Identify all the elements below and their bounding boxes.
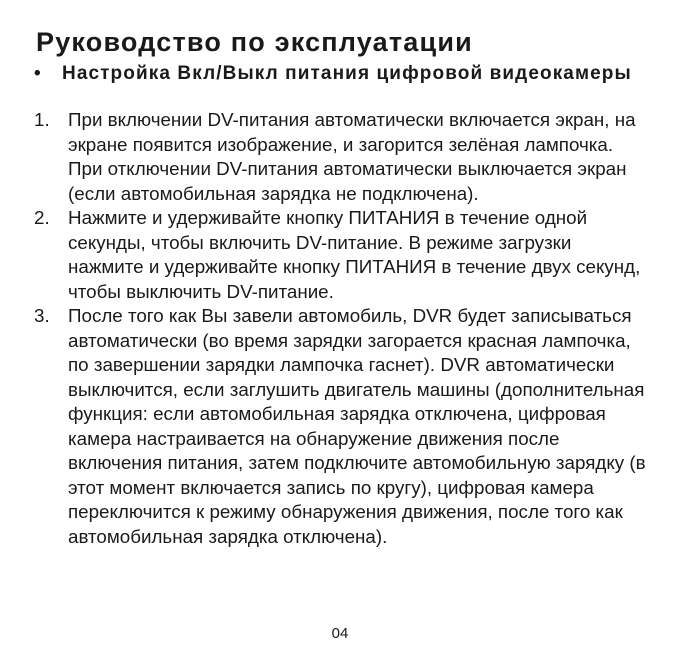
step-text: После того как Вы завели автомобиль, DVR будет записываться автоматически (во время зарядки загорается красная лампочка, по завершении зарядки лампочка гаснет). DVR автоматически выключится, если заглушить двигатель машины (дополнительная функция: если автомобильная зарядка отключена, цифровая камера настраивается на обнаружение движения после включения питания, затем подключите автомобильную зарядку (в этот момент включается запись по кругу), цифровая камера переключится к режиму обнаружения движения, после того как автомобильная зарядка отключена).	[68, 305, 646, 547]
section-heading-text: Настройка Вкл/Выкл питания цифровой видеокамеры	[62, 63, 632, 84]
step-number: 1.	[34, 109, 50, 130]
list-item	[34, 304, 650, 549]
step-text: При включении DV-питания автоматически включается экран, на экране появится изображение, и загорится зелёная лампочка. При отключении DV-питания автоматически выключается экран (если автомобильная зарядка не подключена).	[68, 109, 636, 204]
list-item	[34, 108, 650, 206]
step-number: 3.	[34, 305, 50, 326]
page-number: 04	[331, 625, 349, 642]
step-text: Нажмите и удерживайте кнопку ПИТАНИЯ в течение одной секунды, чтобы включить DV-питание. В режиме загрузки нажмите и удерживайте кнопку ПИТАНИЯ в течение двух секунд, чтобы выключить DV-питание.	[68, 207, 641, 302]
list-item	[34, 206, 650, 304]
step-number: 2.	[34, 207, 50, 228]
page-title: Руководство по эксплуатации	[36, 27, 473, 57]
section-heading	[34, 63, 634, 85]
instruction-list	[34, 108, 650, 549]
bullet-icon: •	[34, 63, 42, 84]
